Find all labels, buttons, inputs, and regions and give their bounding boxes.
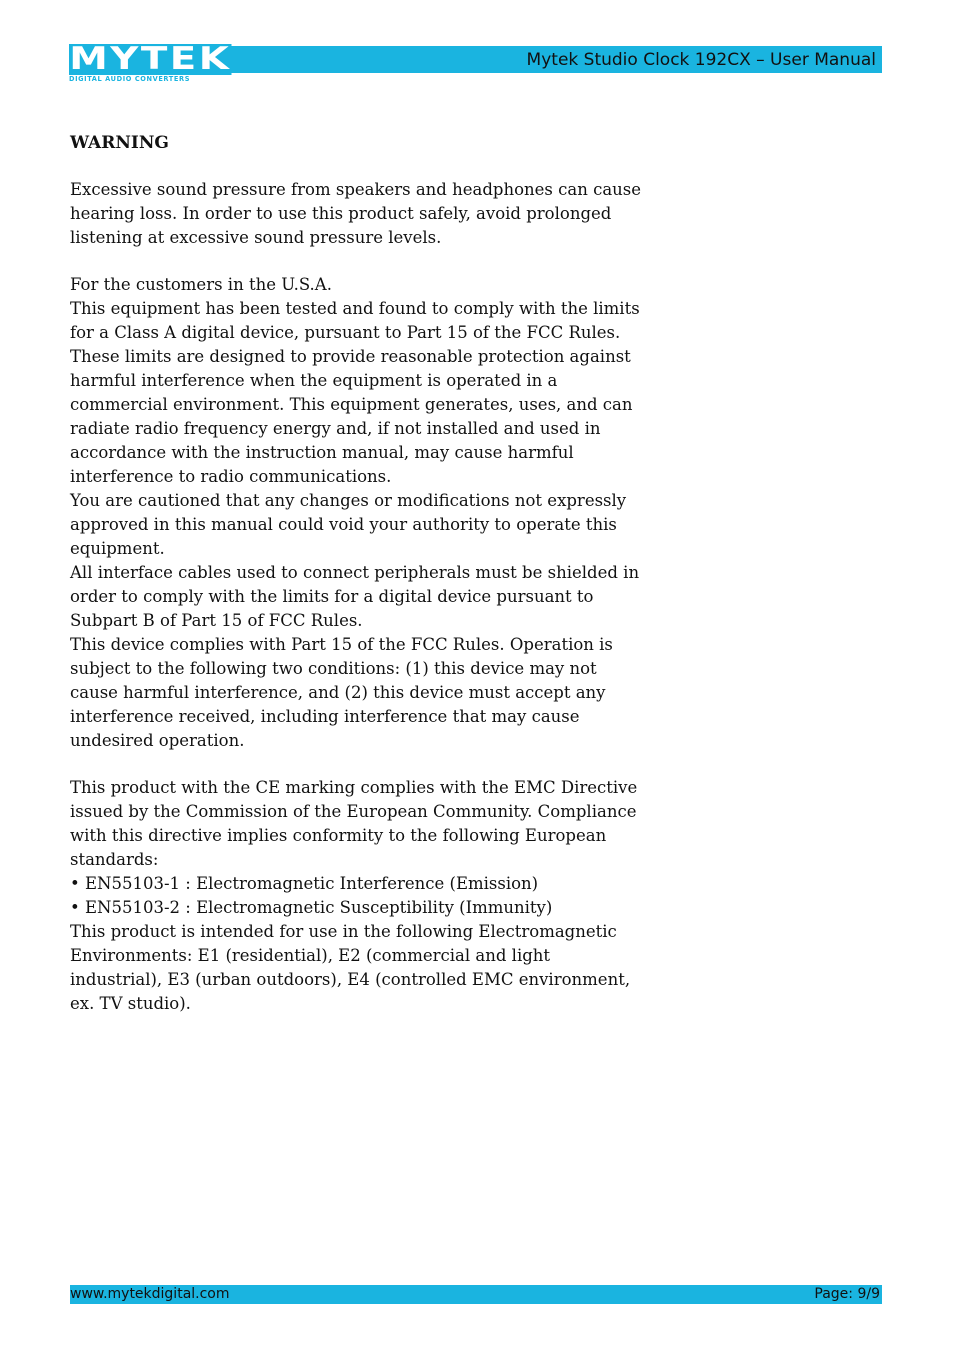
warning-heading: WARNING — [70, 133, 169, 153]
paragraph-cables: All interface cables used to connect peripherals must be shielded in order to comply with the limits for a digital device pursuant to Subpart B of Part 15 of FCC Rules. — [70, 563, 640, 630]
paragraph-ce-marking: This product with the CE marking complies with the EMC Directive issued by the Commission of the European Community. Compliance with this directive implies conformity to the following European standards: — [70, 778, 638, 869]
list-item: • EN55103-1 : Electromagnetic Interference (Emission) — [70, 874, 539, 893]
list-item: • EN55103-2 : Electromagnetic Susceptibility (Immunity) — [70, 898, 553, 917]
paragraph-environments: This product is intended for use in the following Electromagnetic Environments: E1 (residential), E2 (commercial and light industrial), E3 (urban outdoors), E4 (controlled EMC environment, ex. TV studio). — [70, 922, 631, 1013]
page-content — [70, 130, 645, 1016]
logo-tagline: DIGITAL AUDIO CONVERTERS — [69, 75, 191, 83]
mytek-logo — [69, 41, 234, 84]
paragraph-modifications: You are cautioned that any changes or modifications not expressly approved in this manual could void your authority to operate this equipment. — [70, 491, 627, 558]
page-number: Page: 9/9 — [814, 1286, 880, 1302]
footer-bar — [70, 1285, 882, 1304]
paragraph-hearing: Excessive sound pressure from speakers and headphones can cause hearing loss. In order to use this product safely, avoid prolonged listening at excessive sound pressure levels. — [70, 180, 642, 247]
logo-wordmark: MYTEK — [69, 41, 232, 77]
paragraph-usa-intro: For the customers in the U.S.A. — [70, 275, 332, 294]
footer-website-link[interactable]: www.mytekdigital.com — [70, 1286, 230, 1302]
document-title: Mytek Studio Clock 192CX – User Manual — [526, 50, 876, 70]
paragraph-fcc-class-a: This equipment has been tested and found to comply with the limits for a Class A digital device, pursuant to Part 15 of the FCC Rules. These limits are designed to provide reasonable protection against harmful interference when the equipment is operated in a commercial environment. This equipment generates, uses, and can radiate radio frequency energy and, if not installed and used in accordance with the instruction manual, may cause harmful interference to radio communications. — [70, 299, 640, 486]
paragraph-part15: This device complies with Part 15 of the FCC Rules. Operation is subject to the following two conditions: (1) this device may not cause harmful interference, and (2) this device must accept any interference received, including interference that may cause undesired operation. — [70, 635, 613, 750]
